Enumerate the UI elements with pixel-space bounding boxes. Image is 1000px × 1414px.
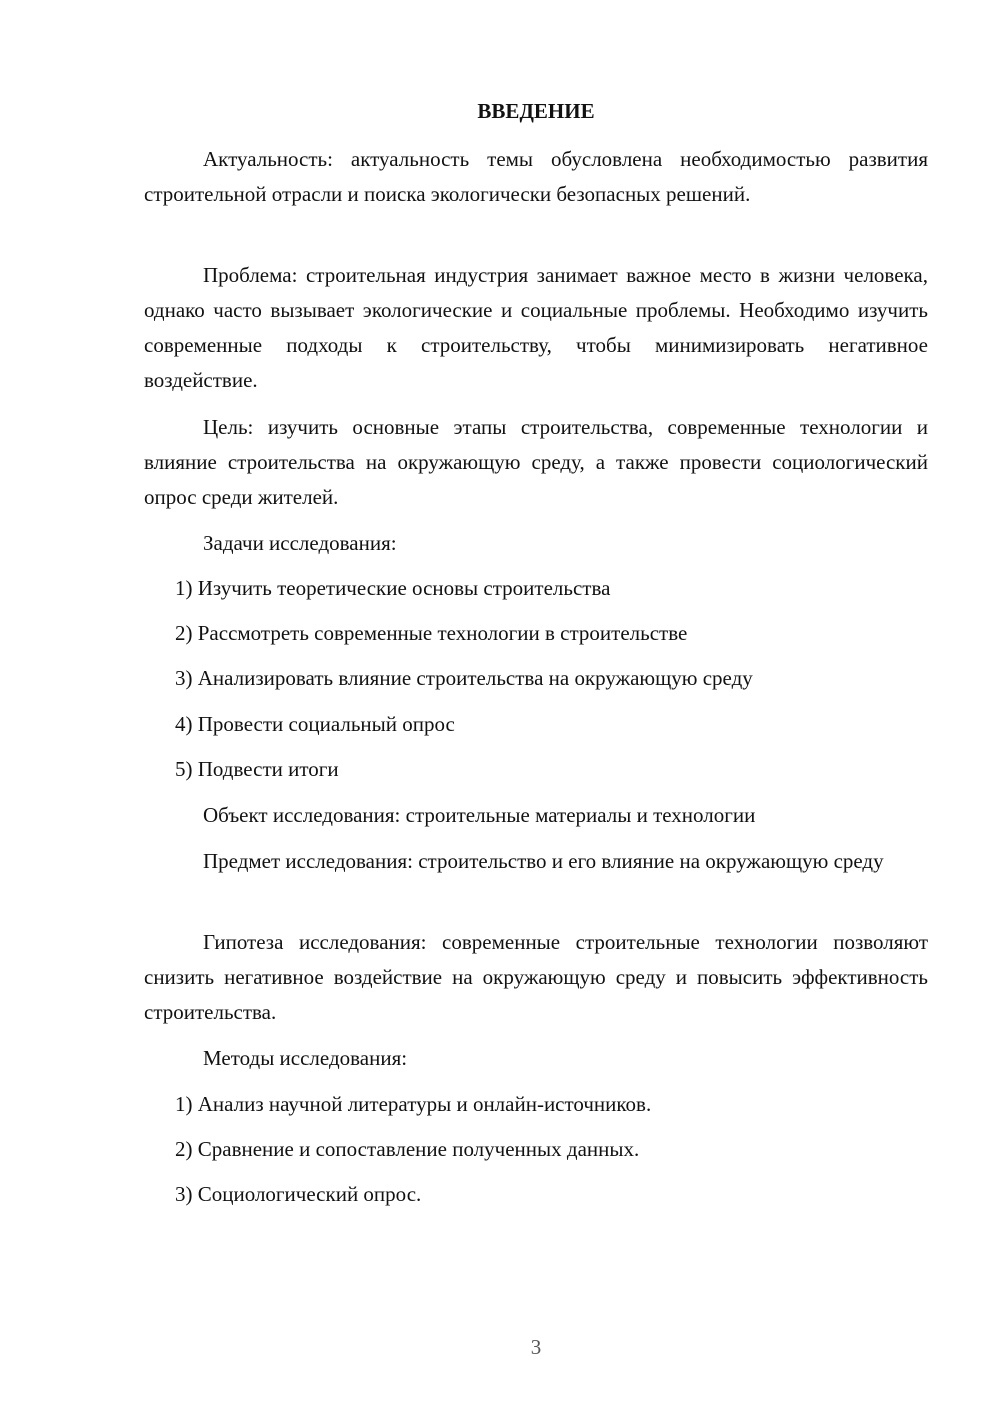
task-item-1: 1) Изучить теоретические основы строительства	[175, 576, 611, 600]
hypothesis-paragraph: Гипотеза исследования: современные строительные технологии позволяют снизить негативное воздействие на окружающую среду и повысить эффективность строительства.	[144, 930, 928, 1024]
relevance-paragraph: Актуальность: актуальность темы обусловлена необходимостью развития строительной отрасли и поиска экологически безопасных решений.	[144, 147, 928, 206]
methods-heading: Методы исследования:	[203, 1046, 408, 1070]
heading-container	[144, 96, 928, 126]
method-item-3: 3) Социологический опрос.	[175, 1182, 422, 1206]
method-item-1: 1) Анализ научной литературы и онлайн-источников.	[175, 1092, 652, 1116]
problem-paragraph: Проблема: строительная индустрия занимает важное место в жизни человека, однако часто вызывает экологические и социальные проблемы. Необходимо изучить современные подходы к строительству, чтобы минимизировать негативное воздействие.	[144, 263, 928, 392]
object-paragraph: Объект исследования: строительные материалы и технологии	[203, 803, 756, 827]
task-item-4: 4) Провести социальный опрос	[175, 712, 455, 736]
page-number: 3	[530, 1335, 542, 1359]
page-title: ВВЕДЕНИЕ	[477, 99, 595, 123]
task-item-2: 2) Рассмотреть современные технологии в строительстве	[175, 621, 688, 645]
goal-paragraph: Цель: изучить основные этапы строительства, современные технологии и влияние строительства на окружающую среду, а также провести социологический опрос среди жителей.	[144, 415, 928, 509]
task-item-3: 3) Анализировать влияние строительства на окружающую среду	[175, 666, 753, 690]
method-item-2: 2) Сравнение и сопоставление полученных данных.	[175, 1137, 640, 1161]
task-item-5: 5) Подвести итоги	[175, 757, 339, 781]
subject-paragraph: Предмет исследования: строительство и его влияние на окружающую среду	[203, 849, 884, 873]
tasks-heading: Задачи исследования:	[203, 531, 397, 555]
